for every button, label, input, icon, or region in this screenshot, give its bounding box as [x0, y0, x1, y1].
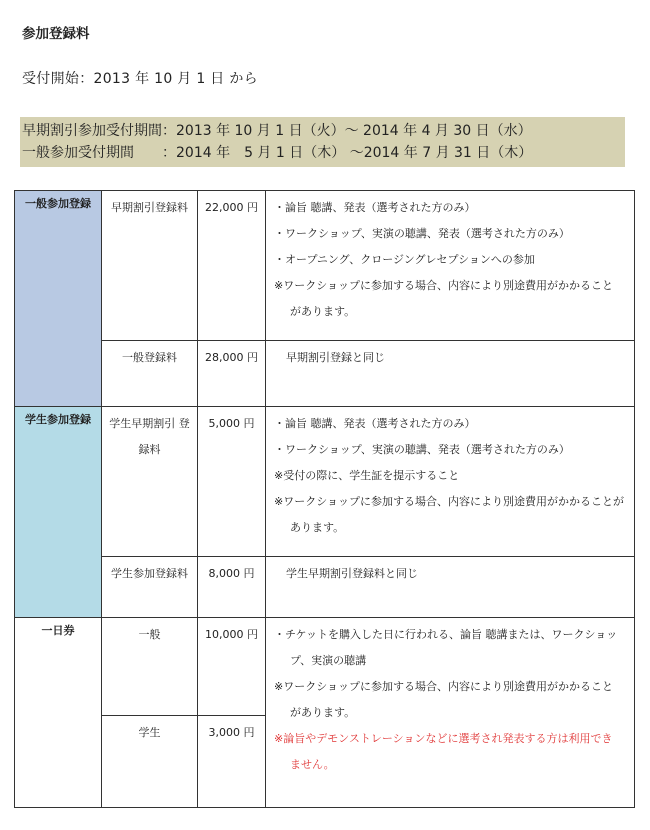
fee-description	[266, 341, 635, 407]
fee-name: 学生	[102, 716, 198, 808]
category-day-ticket: 一日券	[15, 618, 102, 808]
desc-line: ※受付の際に、学生証を提示すること	[274, 469, 460, 482]
fee-name: 学生参加登録料	[102, 557, 198, 618]
fee-price: 22,000 円	[198, 191, 266, 341]
desc-line: 早期割引登録と同じ	[286, 351, 385, 364]
desc-line: ・論旨 聴講、発表（選考された方のみ）	[274, 417, 476, 430]
table-row	[15, 191, 635, 341]
desc-line: ・オープニング、クロージングレセプションへの参加	[274, 253, 535, 266]
note-line: ※論旨やデモンストレーションなどに選考され発表する方は利用でき	[274, 732, 613, 745]
fee-name-line: 学生早期割引	[109, 417, 176, 430]
fee-price: 3,000 円	[198, 716, 266, 808]
table-row	[15, 341, 635, 407]
table-row	[15, 557, 635, 618]
fee-price: 28,000 円	[198, 341, 266, 407]
table-row	[15, 407, 635, 557]
fee-name: 一般登録料	[102, 341, 198, 407]
desc-line: があります。	[290, 305, 356, 318]
desc-line: ・ワークショップ、実演の聴講、発表（選考された方のみ）	[274, 227, 570, 240]
fee-description	[266, 618, 635, 808]
fee-name: 一般	[102, 618, 198, 716]
fee-description	[266, 191, 635, 341]
desc-line: ※ワークショップに参加する場合、内容により別途費用がかかることが	[274, 495, 624, 508]
desc-line: ※ワークショップに参加する場合、内容により別途費用がかかること	[274, 279, 613, 292]
category-student: 学生参加登録	[15, 407, 102, 618]
early-period: 早期割引参加受付期間：2013 年 10 月 1 日（火）〜 2014 年 4 月 30 日（水）	[22, 123, 532, 139]
fee-price: 10,000 円	[198, 618, 266, 716]
desc-line: ・チケットを購入した日に行われる、論旨 聴講または、ワークショッ	[274, 628, 618, 641]
fee-name: 早期割引登録料	[102, 191, 198, 341]
fee-price: 5,000 円	[198, 407, 266, 557]
period-box	[20, 117, 625, 167]
category-general: 一般参加登録	[15, 191, 102, 407]
desc-line: ※ワークショップに参加する場合、内容により別途費用がかかること	[274, 680, 613, 693]
desc-line: 学生早期割引登録料と同じ	[286, 567, 418, 580]
fee-table	[14, 190, 635, 808]
desc-line: があります。	[290, 706, 356, 719]
desc-line: ・ワークショップ、実演の聴講、発表（選考された方のみ）	[274, 443, 570, 456]
desc-line: ・論旨 聴講、発表（選考された方のみ）	[274, 201, 476, 214]
fee-price: 8,000 円	[198, 557, 266, 618]
desc-line: プ、実演の聴講	[290, 654, 367, 667]
table-row	[15, 618, 635, 716]
page-title: 参加登録料	[22, 26, 90, 42]
fee-name	[102, 407, 198, 557]
fee-description	[266, 557, 635, 618]
fee-description	[266, 407, 635, 557]
fee-name-line: 登録料	[138, 417, 190, 456]
desc-line: あります。	[290, 521, 345, 534]
registration-open-date: 受付開始：2013 年 10 月 1 日 から	[22, 71, 258, 87]
regular-period: 一般参加受付期間 ：2014 年 5 月 1 日（木） 〜2014 年 7 月 31 日（木）	[22, 145, 533, 161]
note-line: ません。	[290, 758, 335, 771]
